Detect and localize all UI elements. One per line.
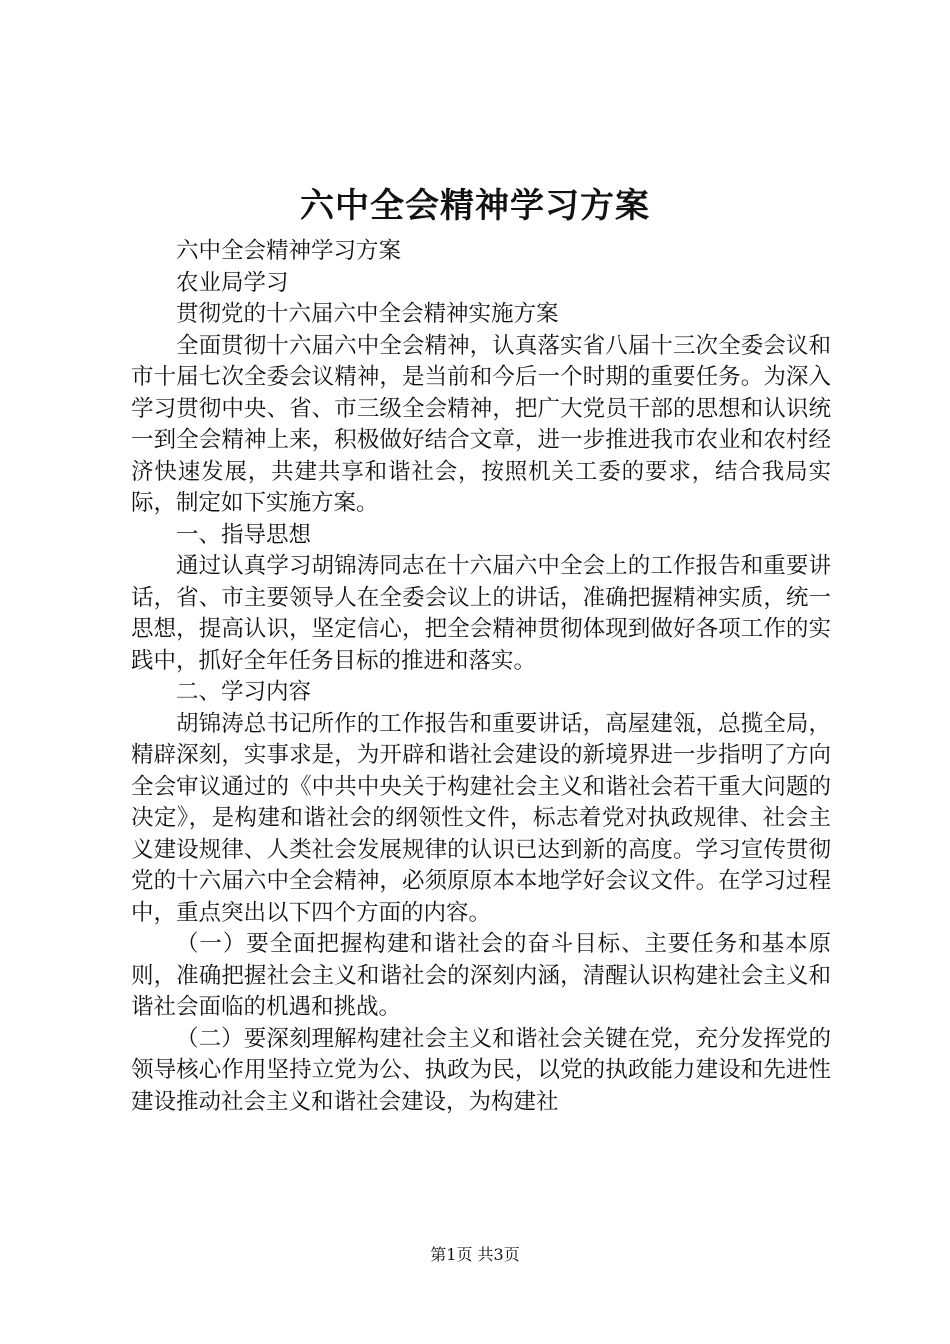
paragraph-guiding-thought: 通过认真学习胡锦涛同志在十六届六中全会上的工作报告和重要讲话，省、市主要领导人在全委会议上的讲话，准确把握精神实质，统一思想，提高认识，坚定信心，把全会精神贯彻体现到做好各项工作的实践中，抓好全年任务目标的推进和落实。 bbox=[131, 553, 831, 674]
paragraph-intro: 全面贯彻十六届六中全会精神，认真落实省八届十三次全委会议和市十届七次全委会议精神，是当前和今后一个时期的重要任务。为深入学习贯彻中央、省、市三级全会精神，把广大党员干部的思想和认识统一到全会精神上来，积极做好结合文章，进一步推进我市农业和农村经济快速发展，共建共享和谐社会，按照机关工委的要求，结合我局实际，制定如下实施方案。 bbox=[131, 332, 831, 516]
paragraph-item-two: （二）要深刻理解构建社会主义和谐社会关键在党，充分发挥党的领导核心作用坚持立党为公、执政为民，以党的执政能力建设和先进性建设推动社会主义和谐社会建设，为构建社 bbox=[131, 1025, 831, 1115]
paragraph-study-content: 胡锦涛总书记所作的工作报告和重要讲话，高屋建瓴，总揽全局，精辟深刻，实事求是，为开辟和谐社会建设的新境界进一步指明了方向全会审议通过的《中共中央关于构建社会主义和谐社会若干重大问题的决定》，是构建和谐社会的纲领性文件，标志着党对执政规律、社会主义建设规律、人类社会发展规律的认识已达到新的高度。学习宣传贯彻党的十六届六中全会精神，必须原原本本地学好会议文件。在学习过程中，重点突出以下四个方面的内容。 bbox=[131, 710, 831, 926]
paragraph-subtitle: 六中全会精神学习方案 bbox=[176, 238, 402, 264]
document-body bbox=[131, 236, 831, 1118]
document-title: 六中全会精神学习方案 bbox=[300, 186, 650, 226]
paragraph-plan-name: 贯彻党的十六届六中全会精神实施方案 bbox=[176, 301, 559, 327]
paragraph-department: 农业局学习 bbox=[176, 269, 289, 296]
heading-study-content: 二、学习内容 bbox=[176, 679, 312, 705]
paragraph-item-one: （一）要全面把握构建和谐社会的奋斗目标、主要任务和基本原则，准确把握社会主义和谐社会的深刻内涵，清醒认识构建社会主义和谐社会面临的机遇和挑战。 bbox=[131, 931, 831, 1020]
page-footer: 第1页 共3页 bbox=[430, 1245, 520, 1264]
heading-guiding-thought: 一、指导思想 bbox=[176, 521, 312, 548]
